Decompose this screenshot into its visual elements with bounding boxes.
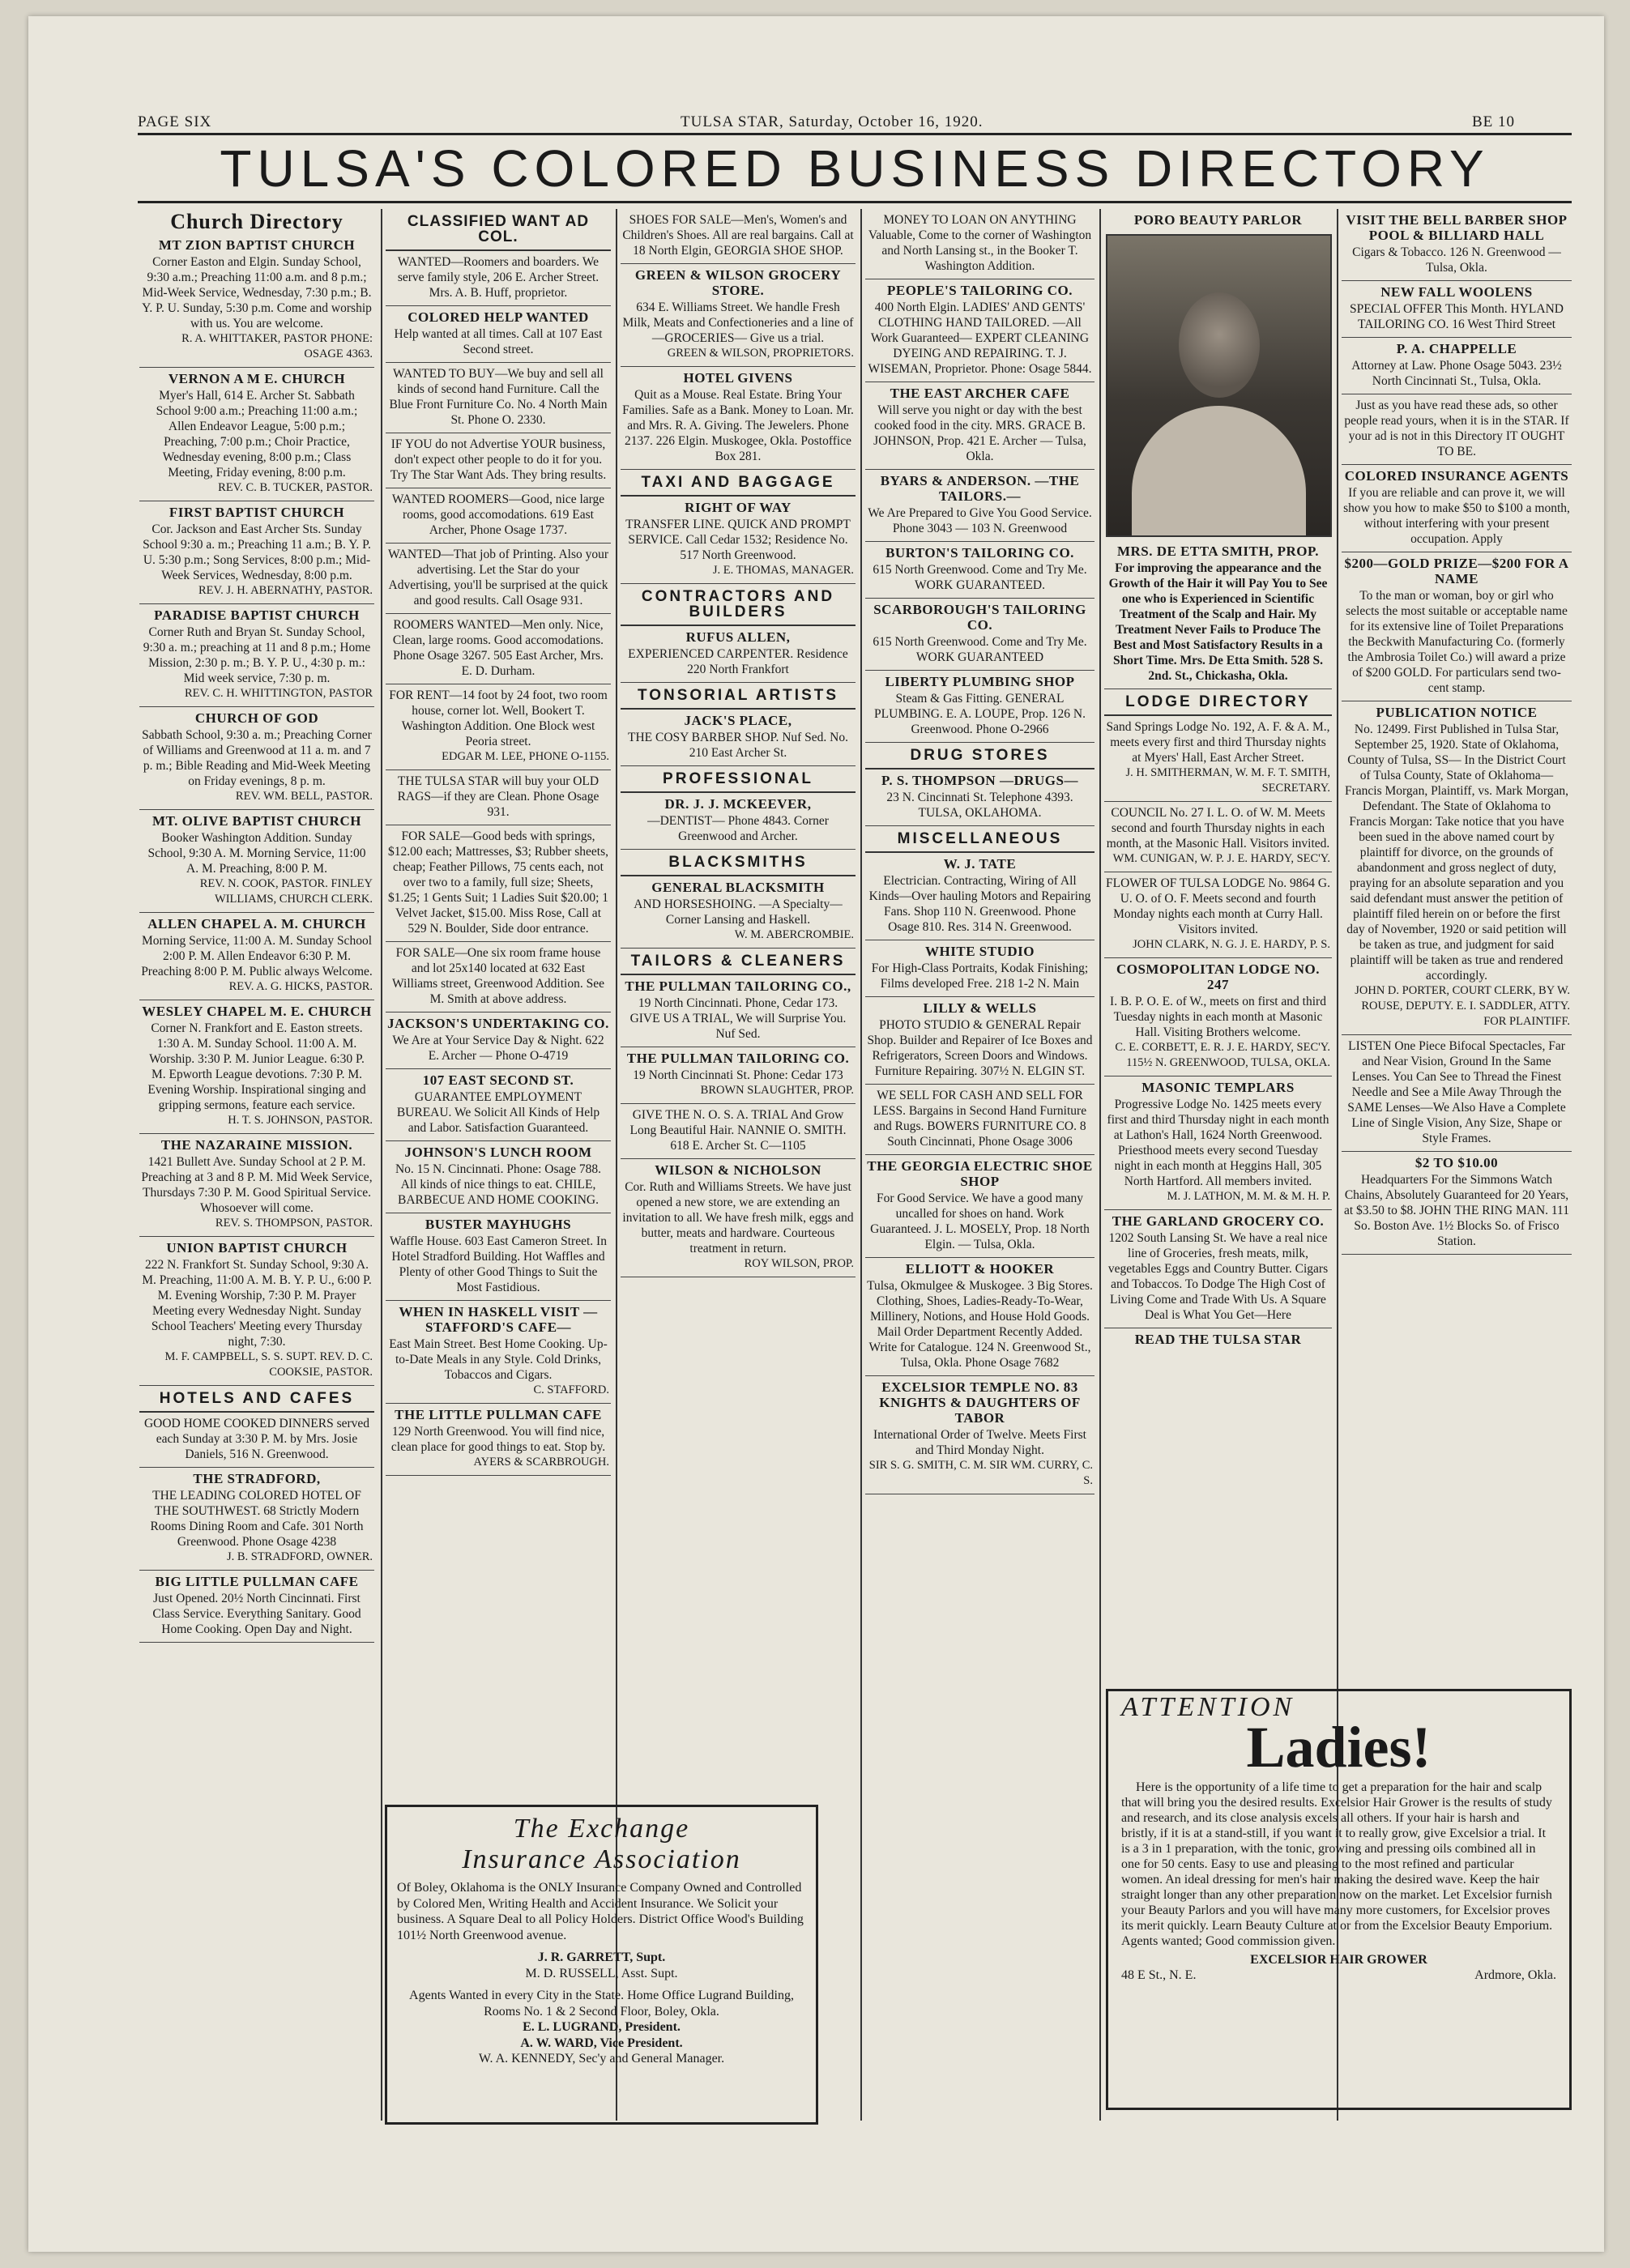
exchange-russell: M. D. RUSSELL, Asst. Supt.	[525, 1966, 678, 1980]
listing-ad	[139, 234, 374, 368]
listing-body: FLOWER OF TULSA LODGE No. 9864 G. U. O. of O. F. Meets second and fourth Monday nights each month at Curry Hall. Visitors invited.	[1106, 876, 1330, 936]
listing-ad	[865, 671, 1094, 743]
column-rule	[1099, 209, 1101, 2121]
listing-body: 129 North Greenwood. You will find nice, clean place for good things to eat. Stop by.	[390, 1425, 606, 1454]
listing-ad	[386, 306, 611, 363]
listing-ad	[386, 1301, 611, 1404]
listing-title: THE NAZARAINE MISSION.	[160, 1137, 353, 1153]
listing-signature: REV. C. B. TUCKER, PASTOR.	[218, 481, 373, 494]
listing-signature: AYERS & SCARBROUGH.	[473, 1456, 609, 1469]
listing-ad	[386, 684, 611, 770]
listing-body: Cigars & Tobacco. 126 N. Greenwood — Tulsa, Okla.	[1352, 245, 1561, 275]
listing-body: Attorney at Law. Phone Osage 5043. 23½ North Cincinnati St., Tulsa, Okla.	[1351, 359, 1562, 388]
exchange-secretary: W. A. KENNEDY, Sec'y and General Manager.	[478, 2052, 725, 2066]
listing-ad	[386, 544, 611, 614]
listing-signature: SIR S. G. SMITH, C. M. SIR WM. CURRY, C. S.	[868, 1459, 1093, 1487]
listing-ad	[386, 942, 611, 1013]
section-heading: TAILORS & CLEANERS	[621, 949, 856, 975]
listing-title: COLORED INSURANCE AGENTS	[1344, 468, 1569, 484]
listing-body: International Order of Twelve. Meets First and Third Monday Night.	[873, 1428, 1086, 1457]
listing-body: For High-Class Portraits, Kodak Finishing; Films developed Free. 218 1-2 N. Main	[871, 961, 1089, 991]
masthead: TULSA'S COLORED BUSINESS DIRECTORY	[220, 139, 1490, 198]
listing-ad	[865, 209, 1094, 279]
exchange-body: Of Boley, Oklahoma is the ONLY Insurance Company Owned and Controlled by Colored Men, Writing Health and Accident Insurance. We Solicit your business. A Square Deal to all Policy Holders. District Office Wood's Building 101½ North Greenwood avenue.	[397, 1881, 804, 1942]
listing-body: Morning Service, 11:00 A. M. Sunday School 2:00 P. M. Allen Endeavor 6:30 P. M. Preaching 8:00 P. M. Public always Welcome.	[141, 934, 373, 978]
listing-body: THE COSY BARBER SHOP. Nuf Sed. No. 210 East Archer St.	[628, 731, 848, 760]
listing-ad	[1342, 465, 1572, 552]
listing-body: AND HORSESHOING. —A Specialty— Corner Lansing and Haskell.	[634, 897, 843, 927]
listing-title: PUBLICATION NOTICE	[1376, 705, 1538, 720]
listing-signature: J. H. SMITHERMAN, W. M. F. T. SMITH, SECRETARY.	[1125, 766, 1330, 795]
column-business-b	[865, 209, 1094, 2121]
listing-body: Help wanted at all times. Call at 107 East Second street.	[394, 327, 603, 356]
listing-body: Sabbath School, 9:30 a. m.; Preaching Corner of Williams and Greenwood at 11 a. m. and 7 p. m.; Bible Reading and Mid-Week Meeting on Friday evenings, 8 p. m.	[142, 728, 372, 788]
listing-body: 1202 South Lansing St. We have a real nice line of Groceries, fresh meats, milk, vegetables Eggs and Country Butter. Cigars and Tobaccos. To Dodge The High Cost of Living Come and Trade With Us. A Square Deal is What You Get—Here	[1107, 1231, 1329, 1322]
listing-ad	[621, 497, 856, 584]
listing-body: Waffle House. 603 East Cameron Street. In Hotel Stradford Building. Hot Waffles and Plenty of other Good Things to Suit the Most Fastidious.	[390, 1234, 607, 1294]
listing-ad	[865, 770, 1094, 826]
listing-signature: J. E. THOMAS, MANAGER.	[712, 564, 854, 577]
listing-body: Booker Washington Addition. Sunday School, 9:30 A. M. Morning Service, 11:00 A. M. Preaching, 8:00 P. M.	[147, 831, 366, 876]
listing-signature: GREEN & WILSON, PROPRIETORS.	[667, 347, 854, 360]
listing-title: EXCELSIOR TEMPLE NO. 83 KNIGHTS & DAUGHTERS OF TABOR	[879, 1379, 1081, 1426]
top-rule	[138, 133, 1572, 135]
listing-body: We Are Prepared to Give You Good Service. Phone 3043 — 103 N. Greenwood	[868, 506, 1092, 535]
listing-title: BUSTER MAYHUGHS	[425, 1217, 572, 1232]
listing-ad	[1342, 1035, 1572, 1152]
listing-body: 19 North Cincinnati. Phone, Cedar 173. GIVE US A TRIAL, We will Surprise You. Nuf Sed.	[629, 996, 847, 1041]
listing-ad	[621, 1159, 856, 1277]
listing-ad	[621, 975, 856, 1047]
listing-title: RIGHT OF WAY	[685, 500, 792, 515]
issue-date: TULSA STAR, Saturday, October 16, 1920.	[681, 113, 984, 130]
listing-ad	[139, 1413, 374, 1468]
listing-title: MT. OLIVE BAPTIST CHURCH	[152, 813, 361, 829]
exchange-garrett: J. R. GARRETT, Supt.	[537, 1950, 666, 1964]
listing-ad	[1342, 1152, 1572, 1255]
exchange-president: E. L. LUGRAND, President.	[523, 2020, 681, 2034]
listing-body: WE SELL FOR CASH AND SELL FOR LESS. Bargains in Second Hand Furniture and Rugs. BOWERS FURNITURE CO. 8 South Cincinnati, Phone Osage 3006	[873, 1089, 1087, 1149]
listing-title: THE STRADFORD,	[193, 1471, 321, 1486]
listing-body: 634 E. Williams Street. We handle Fresh Milk, Meats and Confectioneries and a line of —GROCERIES— Give us a trial.	[622, 301, 854, 345]
listing-body: WANTED ROOMERS—Good, nice large rooms, good accomodations. 619 East Archer, Phone Osage 1737.	[391, 492, 605, 537]
listing-body: 615 North Greenwood. Come and Try Me. WORK GUARANTEED.	[873, 563, 1087, 592]
listing-signature: M. J. LATHON, M. M. & M. H. P.	[1167, 1190, 1330, 1203]
listing-title: BYARS & ANDERSON. —THE TAILORS.—	[880, 473, 1080, 504]
listing-body: For Good Service. We have a good many uncalled for shoes on hand. Work Guaranteed. J. L. MOSELY, Prop. 18 North Elgin. — Tulsa, Okla.	[870, 1192, 1090, 1251]
listing-title: THE PULLMAN TAILORING CO.	[626, 1051, 850, 1066]
listing-ad	[139, 368, 374, 501]
listing-ad	[1104, 1076, 1332, 1210]
listing-body: 400 North Elgin. LADIES' AND GENTS' CLOTHING HAND TAILORED. —All Work Guaranteed— EXPERT CLEANING DYEING AND REPAIRING. T. J. WISEMAN, Proprietor. Phone: Osage 5844.	[868, 301, 1092, 376]
listing-ad	[621, 209, 856, 264]
listing-body: Just as you have read these ads, so other people read yours, when it is in the STAR. If your ad is not in this Directory IT OUGHT TO BE.	[1344, 399, 1569, 458]
listing-body: Cor. Ruth and Williams Streets. We have just opened a new store, we are extending an invitation to all. We have fresh milk, eggs and butter, meats and hardware. Courteous treatment in return.	[622, 1180, 854, 1256]
column-rule	[381, 209, 382, 2121]
listing-signature: ROY WILSON, PROP.	[744, 1257, 854, 1270]
listing-ad	[386, 1013, 611, 1069]
listing-body: 222 N. Frankfort St. Sunday School, 9:30 A. M. Preaching, 11:00 A. M. B. Y. P. U., 6:00 P. M. Evening Worship, 7:30 P. M. Prayer Meeting every Wednesday Night. Sunday School Teachers' Meeting every Thursday night, 7:30.	[142, 1258, 372, 1349]
listing-title: FIRST BAPTIST CHURCH	[169, 505, 345, 520]
exchange-insurance-ad	[385, 1805, 818, 2125]
listing-ad	[621, 710, 856, 766]
listing-ad	[1104, 802, 1332, 872]
listing-body: Corner Ruth and Bryan St. Sunday School, 9:30 a. m.; preaching at 11 and 8 p.m.; Home Mission, 2:30 p. m.; B. Y. P. U., 4:30 p. m.: Mid week service, 7:30 p. m.	[143, 625, 371, 685]
listing-body: Headquarters For the Simmons Watch Chains, Absolutely Guaranteed for 20 Years, at $3.50 to $8. JOHN THE RING MAN. 111 So. Boston Ave. 1½ Blocks So. of Frisco Station.	[1344, 1173, 1569, 1248]
listing-title: JACK'S PLACE,	[684, 713, 792, 728]
listing-title: THE EAST ARCHER CAFE	[890, 386, 1070, 401]
listing-signature: REV. N. COOK, PASTOR. FINLEY WILLIAMS, CHURCH CLERK.	[199, 877, 373, 906]
listing-body: Just Opened. 20½ North Cincinnati. First Class Service. Everything Sanitary. Good Home Cooking. Open Day and Night.	[152, 1592, 361, 1636]
listing-ad	[1342, 394, 1572, 465]
section-heading: DRUG STORES	[865, 743, 1094, 770]
excelsior-name: EXCELSIOR HAIR GROWER	[1250, 1953, 1427, 1967]
listing-ad	[386, 488, 611, 544]
listing-title: LILLY & WELLS	[923, 1000, 1037, 1016]
listing-body: IF YOU do not Advertise YOUR business, don't expect other people to do it for you. Try The Star Want Ads. They bring results.	[390, 437, 607, 482]
listing-ad	[865, 997, 1094, 1085]
listing-body: —DENTIST— Phone 4843. Corner Greenwood and Archer.	[647, 814, 829, 843]
listing-body: East Main Street. Best Home Cooking. Up-to-Date Meals in any Style. Cold Drinks, Tobaccos and Cigars.	[389, 1337, 608, 1382]
listing-title: VISIT THE BELL BARBER SHOP POOL & BILLIARD HALL	[1346, 212, 1568, 243]
listing-ad	[1342, 338, 1572, 394]
listing-body: 23 N. Cincinnati St. Telephone 4393. TULSA, OKLAHOMA.	[886, 791, 1073, 820]
listing-body: GUARANTEE EMPLOYMENT BUREAU. We Solicit All Kinds of Help and Labor. Satisfaction Guaranteed.	[396, 1090, 600, 1135]
listing-body: GIVE THE N. O. S. A. TRIAL And Grow Long Beautiful Hair. NANNIE O. SMITH. 618 E. Archer St. C—1105	[629, 1108, 847, 1153]
listing-ad	[386, 1404, 611, 1476]
listing-ad	[621, 1047, 856, 1104]
exchange-vp: A. W. WARD, Vice President.	[520, 2036, 683, 2050]
poro-beauty-ad	[1104, 209, 1332, 689]
column-business-a	[621, 209, 856, 1801]
listing-body: PHOTO STUDIO & GENERAL Repair Shop. Builder and Repairer of Ice Boxes and Refrigerators, Screen Doors and Windows. Furniture Repairing. 307½ N. ELGIN ST.	[867, 1018, 1093, 1078]
exchange-title-2: Insurance Association	[462, 1844, 741, 1874]
listing-signature: REV. J. H. ABERNATHY, PASTOR.	[198, 584, 373, 597]
listing-body: EXPERIENCED CARPENTER. Residence 220 North Frankfort	[628, 647, 848, 676]
listing-ad	[865, 599, 1094, 671]
listing-title: NEW FALL WOOLENS	[1380, 284, 1533, 300]
listing-title: THE LITTLE PULLMAN CAFE	[395, 1407, 602, 1422]
listing-ad	[621, 793, 856, 850]
portrait-photo	[1106, 234, 1332, 537]
listing-ad	[865, 542, 1094, 599]
listing-title: P. A. CHAPPELLE	[1396, 341, 1517, 356]
listing-ad	[386, 1213, 611, 1301]
listing-ad	[865, 1085, 1094, 1155]
listing-body: 19 North Cincinnati St. Phone: Cedar 173	[633, 1068, 843, 1082]
listing-ad	[139, 1134, 374, 1237]
listing-body: SHOES FOR SALE—Men's, Women's and Children's Shoes. All are real bargains. Call at 18 North Elgin, GEORGIA SHOE SHOP.	[622, 213, 854, 258]
listing-body: No. 15 N. Cincinnati. Phone: Osage 788. All kinds of nice things to eat. CHILE, BARBECUE AND HOME COOKING.	[395, 1162, 601, 1207]
listing-signature: REV. A. G. HICKS, PASTOR.	[228, 980, 373, 993]
classified-heading: CLASSIFIED WANT AD COL.	[386, 209, 611, 251]
listing-ad	[386, 770, 611, 825]
listing-body: MONEY TO LOAN ON ANYTHING Valuable, Come to the corner of Washington and North Lansing st., in the Booker T. Washington Addition.	[868, 213, 1092, 273]
listing-ad	[139, 1237, 374, 1386]
poro-owner: MRS. DE ETTA SMITH, PROP.	[1116, 544, 1320, 559]
listing-title: LIBERTY PLUMBING SHOP	[885, 674, 1075, 689]
listing-body: TRANSFER LINE. QUICK AND PROMPT SERVICE. Call Cedar 1532; Residence No. 517 North Greenwood.	[625, 518, 851, 562]
listing-title: PARADISE BAPTIST CHURCH	[154, 608, 360, 623]
listing-title: P. S. THOMPSON —DRUGS—	[881, 773, 1078, 788]
listing-ad	[139, 913, 374, 1000]
listing-body: Quit as a Mouse. Real Estate. Bring Your Families. Safe as a Bank. Money to Loan. Mr. and Mrs. R. A. Giving. The Jewelers. Phone 2137. 226 Elgin. Muskogee, Okla. Postoffice Box 281.	[622, 388, 854, 463]
listing-body: GOOD HOME COOKED DINNERS served each Sunday at 3:30 P. M. by Mrs. Josie Daniels, 516 N. Greenwood.	[143, 1417, 370, 1461]
listing-ad	[865, 279, 1094, 382]
listing-ad	[1342, 281, 1572, 338]
listing-ad	[1104, 1210, 1332, 1328]
listing-ad	[1104, 716, 1332, 802]
listing-ad	[621, 367, 856, 470]
listing-body: THE TULSA STAR will buy your OLD RAGS—if they are Clean. Phone Osage 931.	[397, 774, 600, 819]
listing-title: BIG LITTLE PULLMAN CAFE	[155, 1574, 359, 1589]
listing-body: No. 12499. First Published in Tulsa Star, September 25, 1920. State of Oklahoma, County of Tulsa, SS— In the District Court of Tulsa County, State of Oklahoma— Francis Morgan, Plaintiff, vs. Mark Morgan, Defendant. The State of Oklahoma to Francis Morgan: Take notice that you have been sued in the above named court by plaintiff for divorce, on the grounds of abandonment and gross neglect of duty, praying for an absolute separation and you said defendant must answer the petition of plaintiff filed herein on or before the first day of November, 1920 or said petition will be taken as true, and judgment for said plaintiff will be taken as true and rendered accordingly.	[1345, 723, 1568, 983]
listing-title: ALLEN CHAPEL A. M. CHURCH	[147, 916, 366, 932]
listing-ad	[139, 501, 374, 604]
listing-signature: REV. C. H. WHITTINGTON, PASTOR	[184, 687, 373, 700]
listing-signature: JOHN D. PORTER, COURT CLERK, BY W. ROUSE, DEPUTY. E. I. SADDLER, ATTY. FOR PLAINTIFF.	[1355, 984, 1570, 1028]
listing-signature: EDGAR M. LEE, PHONE O-1155.	[442, 750, 609, 763]
listing-title: WHEN IN HASKELL VISIT —STAFFORD'S CAFE—	[399, 1304, 598, 1335]
listing-title: HOTEL GIVENS	[683, 370, 793, 386]
ladies-heading: Ladies!	[1246, 1715, 1432, 1780]
listing-signature: JOHN CLARK, N. G. J. E. HARDY, P. S.	[1133, 938, 1330, 951]
listing-title: MT ZION BAPTIST CHURCH	[158, 237, 356, 253]
listing-body: LISTEN One Piece Bifocal Spectacles, Far and Near Vision, Ground In the Same Lenses. You Can See to Thread the Finest Needle and See a Mile Away Through the SAME Lenses—We Also Have a Complete Line of Single Vision, Any Size, Shape or Style Frames.	[1347, 1039, 1566, 1145]
listing-ad	[865, 382, 1094, 470]
folio-line	[138, 113, 1580, 133]
listing-title: RUFUS ALLEN,	[685, 629, 791, 645]
listing-ad	[386, 1141, 611, 1213]
listing-body: WANTED TO BUY—We buy and sell all kinds of second hand Furniture. Call the Blue Front Furniture Co. No. 4 North Main St. Phone O. 2330.	[389, 367, 608, 427]
section-heading: CONTRACTORS AND BUILDERS	[621, 584, 856, 626]
listing-ad	[386, 251, 611, 306]
excelsior-hair-ad	[1106, 1689, 1572, 2110]
listing-ad	[139, 1468, 374, 1571]
listing-body: WANTED—Roomers and boarders. We serve family style, 206 E. Archer Street. Mrs. A. B. Huff, proprietor.	[397, 255, 600, 300]
column-lodge	[1104, 209, 1332, 1683]
listing-signature: J. B. STRADFORD, OWNER.	[226, 1550, 373, 1563]
listing-body: Sand Springs Lodge No. 192, A. F. & A. M., meets every first and third Thursday nights at Myers' Hall, East Archer Street.	[1106, 720, 1330, 765]
section-heading: HOTELS AND CAFES	[139, 1386, 374, 1413]
column-rule	[860, 209, 862, 2121]
listing-body: I. B. P. O. E. of W., meets on first and third Tuesday nights in each month at Masonic Hall. Visiting Brothers welcome.	[1110, 995, 1326, 1039]
listing-ad	[1342, 209, 1572, 281]
listing-ad	[139, 707, 374, 810]
listing-ad	[386, 433, 611, 488]
listing-signature: C. STAFFORD.	[533, 1383, 609, 1396]
section-heading: PROFESSIONAL	[621, 766, 856, 793]
listing-signature: H. T. S. JOHNSON, PASTOR.	[228, 1114, 373, 1127]
listing-body: Tulsa, Okmulgee & Muskogee. 3 Big Stores. Clothing, Shoes, Ladies-Ready-To-Wear, Millinery, Notions, and House Hold Goods. Mail Order Department Recently Added. Write for Catalogue. 124 N. Greenwood St., Tulsa, Okla. Phone Osage 7682	[867, 1279, 1093, 1370]
listing-body: FOR SALE—One six room frame house and lot 25x140 located at 632 East Williams street, Greenwood Addition. See M. Smith at above address.	[392, 946, 604, 1006]
church-directory-heading: Church Directory	[170, 210, 343, 233]
listing-ad	[1104, 958, 1332, 1076]
column-classified	[386, 209, 611, 1801]
column-church-directory	[139, 209, 374, 2121]
listing-title: THE GARLAND GROCERY CO.	[1112, 1213, 1325, 1229]
poro-body: For improving the appearance and the Growth of the Hair it will Pay You to See one who is Experienced in Scientific Treatment of the Scalp and Hair. My Treatment Never Fails to Produce The Best and Most Satisfactory Results in a Short Time. Mrs. De Etta Smith. 528 S. 2nd. St., Chickasha, Okla.	[1108, 561, 1328, 683]
listing-title: THE PULLMAN TAILORING CO.,	[625, 978, 851, 994]
listing-body: Will serve you night or day with the best cooked food in the city. MRS. GRACE B. JOHNSON, Prop. 421 E. Archer — Tulsa, Okla.	[873, 403, 1086, 463]
listing-title: WILSON & NICHOLSON	[655, 1162, 821, 1178]
ladies-body: Here is the opportunity of a life time to get a preparation for the hair and scalp that will bring you the desired results. Excelsior Hair Grower is the results of study and research, and its close analysis excels all others. If your hair is harsh and bristly, if it is at a stand-still, if you want it to really grow, give Excelsior a trial. It is a 3 in 1 preparation, with the tonic, growing and pressing oils combined all in one for 50 cents. Easy to use and pleasing to the most refined and particular women. An ideal dressing for men's hair making the desired wave. Keep the hair straight longer than any other preparation now on the market. Let Excelsior furnish your Beauty Parlors and you will have many more customers, for Excelsior proves its merit quickly. Learn Beauty Culture at or from the Excelsior Beauty Emporium. Agents wanted; Good commission given.	[1121, 1780, 1553, 1948]
listing-ad	[865, 470, 1094, 542]
listing-ad	[139, 1571, 374, 1643]
page-number: PAGE SIX	[138, 113, 212, 130]
listing-ad	[621, 1104, 856, 1159]
listing-ad	[1342, 701, 1572, 1035]
masthead-rule	[138, 201, 1572, 203]
listing-title: $2 TO $10.00	[1415, 1155, 1499, 1170]
listing-title: GREEN & WILSON GROCERY STORE.	[634, 267, 842, 298]
listing-body: Corner Easton and Elgin. Sunday School, 9:30 a.m.; Preaching 11:00 a.m. and 8 p.m.; Mid-Week Service, Wednesday, 7:30 p.m.; B. Y. P. U. Sunday, 5:30 p.m. Come and worship with us. You are welcome.	[142, 255, 372, 330]
listing-signature: R. A. WHITTAKER, PASTOR PHONE: OSAGE 4363.	[181, 332, 373, 360]
listing-ad	[386, 614, 611, 684]
listing-title: SCARBOROUGH'S TAILORING CO.	[873, 602, 1086, 633]
listing-body: Electrician. Contracting, Wiring of All Kinds—Over hauling Motors and Repairing Fans. Shop 110 N. Greenwood. Phone Osage 810. Res. 314 N. Greenwood.	[868, 874, 1091, 934]
listing-ad	[865, 1376, 1094, 1494]
listing-title: WESLEY CHAPEL M. E. CHURCH	[142, 1004, 372, 1019]
listing-body: If you are reliable and can prove it, we will show you how to make $50 to $100 a month, without interfering with your present occupation. Apply	[1343, 486, 1570, 546]
listing-title: MASONIC TEMPLARS	[1141, 1080, 1295, 1095]
listing-ad	[386, 825, 611, 942]
listing-title: WHITE STUDIO	[925, 944, 1035, 959]
listing-title: 107 EAST SECOND ST.	[422, 1072, 574, 1088]
listing-body: We Are at Your Service Day & Night. 622 E. Archer — Phone O-4719	[392, 1034, 604, 1063]
listing-body: COUNCIL No. 27 I. L. O. of W. M. Meets second and fourth Thursday nights in each month, at the Masonic Hall. Visitors invited.	[1106, 806, 1330, 850]
listing-signature: REV. S. THOMPSON, PASTOR.	[215, 1217, 373, 1230]
section-heading: MISCELLANEOUS	[865, 826, 1094, 853]
listing-ad	[621, 264, 856, 367]
listing-body: Corner N. Frankfort and E. Easton streets. 1:30 A. M. Sunday School. 11:00 A. M. Worship. 3:30 P. M. Junior League. 6:30 P. M. Epworth League devotions. 7:30 P. M. Evening Worship. Inspirational singing and gripping sermons, feature each service.	[147, 1021, 366, 1112]
listing-body: 1421 Bullett Ave. Sunday School at 2 P. M. Preaching at 3 and 8 P. M. Mid Week Service, Thursdays 7:30 P. M. Good Spiritual Service. Whosoever will come.	[141, 1155, 373, 1215]
listing-ad	[621, 876, 856, 949]
listing-title: DR. J. J. MCKEEVER,	[664, 796, 812, 812]
listing-signature: REV. WM. BELL, PASTOR.	[235, 790, 373, 803]
listing-title: GENERAL BLACKSMITH	[651, 880, 825, 895]
listing-ad	[865, 940, 1094, 997]
listing-ad	[865, 853, 1094, 940]
poro-title: PORO BEAUTY PARLOR	[1133, 212, 1303, 228]
listing-title: BURTON'S TAILORING CO.	[885, 545, 1074, 561]
listing-ad	[1104, 872, 1332, 958]
listing-ad	[386, 363, 611, 433]
listing-signature: BROWN SLAUGHTER, PROP.	[700, 1084, 854, 1097]
exchange-title-1: The Exchange	[513, 1814, 690, 1844]
listing-body: ROOMERS WANTED—Men only. Nice, Clean, large rooms. Good accomodations. Phone Osage 3267. 505 East Archer, Mrs. E. D. Durham.	[392, 618, 604, 678]
listing-ad	[139, 604, 374, 707]
folio-right: BE 10	[1471, 113, 1515, 130]
section-heading: LODGE DIRECTORY	[1104, 689, 1332, 716]
listing-signature: W. M. ABERCROMBIE.	[734, 928, 854, 941]
listing-body: To the man or woman, boy or girl who selects the most suitable or acceptable name for its extensive line of Toilet Preparations the Beckwith Manufacturing Co. (formerly the Ambrosia Toilet Co.) will award a prize of $200 GOLD. For particulars send two-cent stamp.	[1346, 589, 1568, 695]
listing-title: ELLIOTT & HOOKER	[905, 1261, 1055, 1277]
listing-body: THE LEADING COLORED HOTEL OF THE SOUTHWEST. 68 Strictly Modern Rooms Dining Room and Cafe. 301 North Greenwood. Phone Osage 4238	[150, 1489, 364, 1549]
listing-body: Myer's Hall, 614 E. Archer St. Sabbath School 9:00 a.m.; Preaching 11:00 a.m.; Allen Endeavor League, 5:00 p.m.; Preaching, 7:00 p.m.; Choir Practice, Wednesday evening, 8:00 p.m.; Class Meeting, Friday evening, 8:00 p.m.	[156, 389, 358, 480]
listing-title: CHURCH OF GOD	[194, 710, 319, 726]
listing-title: JOHNSON'S LUNCH ROOM	[404, 1145, 592, 1160]
listing-body: FOR SALE—Good beds with springs, $12.00 each; Mattresses, $3; Rubber sheets, cheap; Feather Pillows, 75 cents each, not over two to a family, full size; Sheets, $1.25; 1 Gents Suit; 1 Ladies Suit $20.00; 1 Velvet Jacket, $15.00. Miss Rose, Call at 529 N. Boulder, Side door entrance.	[387, 829, 609, 936]
listing-body: WANTED—That job of Printing. Also your advertising. Let the Star do your Advertising, you'll be surprised at the quick and good results. Call Osage 931.	[387, 548, 609, 608]
section-heading: BLACKSMITHS	[621, 850, 856, 876]
listing-body: FOR RENT—14 foot by 24 foot, two room house, corner lot. Well, Bookert T. Washington Addition. One Block west Peoria street.	[389, 688, 608, 748]
listing-body: Steam & Gas Fitting. GENERAL PLUMBING. E. A. LOUPE, Prop. 126 N. Greenwood. Phone O-2966	[874, 692, 1086, 736]
read-the-star: READ THE TULSA STAR	[1134, 1332, 1302, 1347]
listing-ad	[139, 810, 374, 913]
listing-ad	[865, 1258, 1094, 1376]
listing-title: COLORED HELP WANTED	[408, 309, 589, 325]
listing-ad	[621, 626, 856, 683]
listing-ad	[386, 1069, 611, 1141]
listing-title: THE GEORGIA ELECTRIC SHOE SHOP	[867, 1158, 1093, 1189]
listing-title: VERNON A M E. CHURCH	[168, 371, 346, 386]
listing-body: 615 North Greenwood. Come and Try Me. WORK GUARANTEED	[873, 635, 1087, 664]
listing-signature: WM. CUNIGAN, W. P. J. E. HARDY, SEC'Y.	[1112, 852, 1330, 865]
attention-heading: ATTENTION	[1121, 1692, 1295, 1722]
excelsior-address: 48 E St., N. E. Ardmore, Okla.	[1121, 1968, 1556, 1982]
listing-title: W. J. TATE	[943, 856, 1017, 872]
listing-title: COSMOPOLITAN LODGE NO. 247	[1116, 961, 1321, 992]
section-heading: TONSORIAL ARTISTS	[621, 683, 856, 710]
listing-signature: M. F. CAMPBELL, S. S. SUPT. REV. D. C. COOKSIE, PASTOR.	[164, 1350, 373, 1379]
listing-ad	[1342, 552, 1572, 701]
listing-body: SPECIAL OFFER This Month. HYLAND TAILORING CO. 16 West Third Street	[1350, 302, 1564, 331]
exchange-agents: Agents Wanted in every City in the State. Home Office Lugrand Building, Rooms No. 1 & 2 Second Floor, Boley, Okla.	[409, 1989, 794, 2019]
listing-title: PEOPLE'S TAILORING CO.	[886, 283, 1073, 298]
listing-ad	[139, 1000, 374, 1134]
listing-title: UNION BAPTIST CHURCH	[166, 1240, 348, 1256]
listing-signature: C. E. CORBETT, E. R. J. E. HARDY, SEC'Y. 115½ N. GREENWOOD, TULSA, OKLA.	[1115, 1041, 1330, 1069]
section-heading: TAXI AND BAGGAGE	[621, 470, 856, 497]
listing-body: Progressive Lodge No. 1425 meets every first and third Thursday night in each month at Lathon's Hall, 1624 North Greenwood. Priesthood meets every second Tuesday night in each month at Heggins Hall, 305 North Hartford. All members invited.	[1107, 1098, 1329, 1188]
listing-title: $200—GOLD PRIZE—$200 FOR A NAME	[1344, 556, 1569, 586]
listing-body: Cor. Jackson and East Archer Sts. Sunday School 9:30 a. m.; Preaching 11 a.m.; B. Y. P. U. 5:30 p.m.; Song Services, 8:00 p.m.; Mid-Week Services, Wednesday, 8:00 p.m.	[143, 522, 371, 582]
listing-title: JACKSON'S UNDERTAKING CO.	[387, 1016, 609, 1031]
listing-ad	[865, 1155, 1094, 1258]
column-notices	[1342, 209, 1572, 1683]
